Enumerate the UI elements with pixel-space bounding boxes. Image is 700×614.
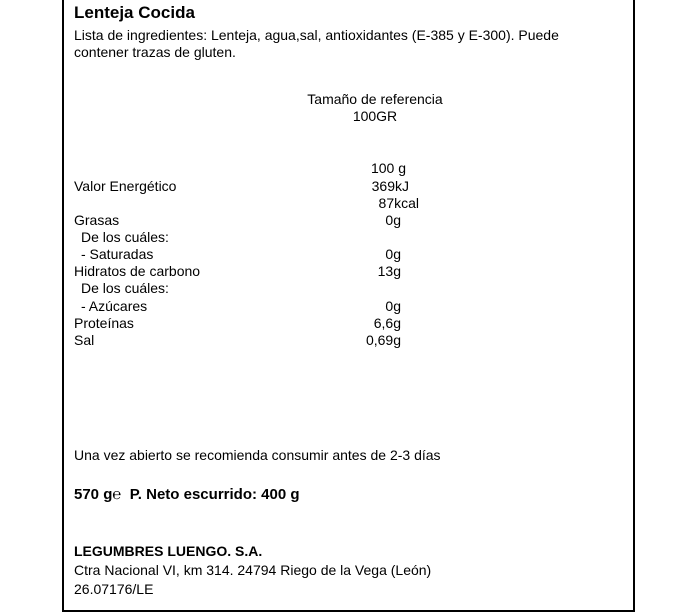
ingredients-text: Lista de ingredientes: Lenteja, agua,sal, antioxidantes (E-385 y E-300). Puede contener trazas de gluten. [74,27,559,60]
sugars-label: - Azúcares [81,298,148,314]
registry-number: 26.07176/LE [74,581,154,597]
salt-label: Sal [74,332,95,348]
reference-size-value: 100GR [352,108,398,124]
company-address: Ctra Nacional VI, km 314. 24794 Riego de la Vega (León) [74,562,432,578]
energy-label: Valor Energético [74,178,177,194]
storage-instructions: Una vez abierto se recomienda consumir antes de 2-3 días [74,447,441,463]
reference-size-label: Tamaño de referencia [307,91,443,107]
product-title: Lenteja Cocida [74,3,195,22]
company-name: LEGUMBRES LUENGO. S.A. [74,543,263,559]
of-which-label-2: De los cuáles: [81,280,169,296]
net-weight [74,486,300,503]
estimated-sign-icon: ℮ [112,486,122,503]
carbs-label: Hidratos de carbono [74,263,201,279]
of-which-label-1: De los cuáles: [81,229,169,245]
protein-label: Proteínas [74,315,134,331]
sugars-value: 0g [385,298,401,314]
carbs-value: 13g [377,263,401,279]
fat-value: 0g [385,212,401,228]
saturated-value: 0g [385,246,401,262]
drained-weight: P. Neto escurrido: 400 g [129,486,300,503]
energy-kj-value: 369kJ [371,178,409,194]
salt-value: 0,69g [365,332,401,348]
net-weight-value: 570 g [74,486,113,503]
saturated-label: - Saturadas [81,246,154,262]
fat-label: Grasas [74,212,120,228]
energy-kcal-value: 87kcal [378,195,419,211]
nutrition-column-header: 100 g [370,160,406,176]
protein-value: 6,6g [373,315,401,331]
